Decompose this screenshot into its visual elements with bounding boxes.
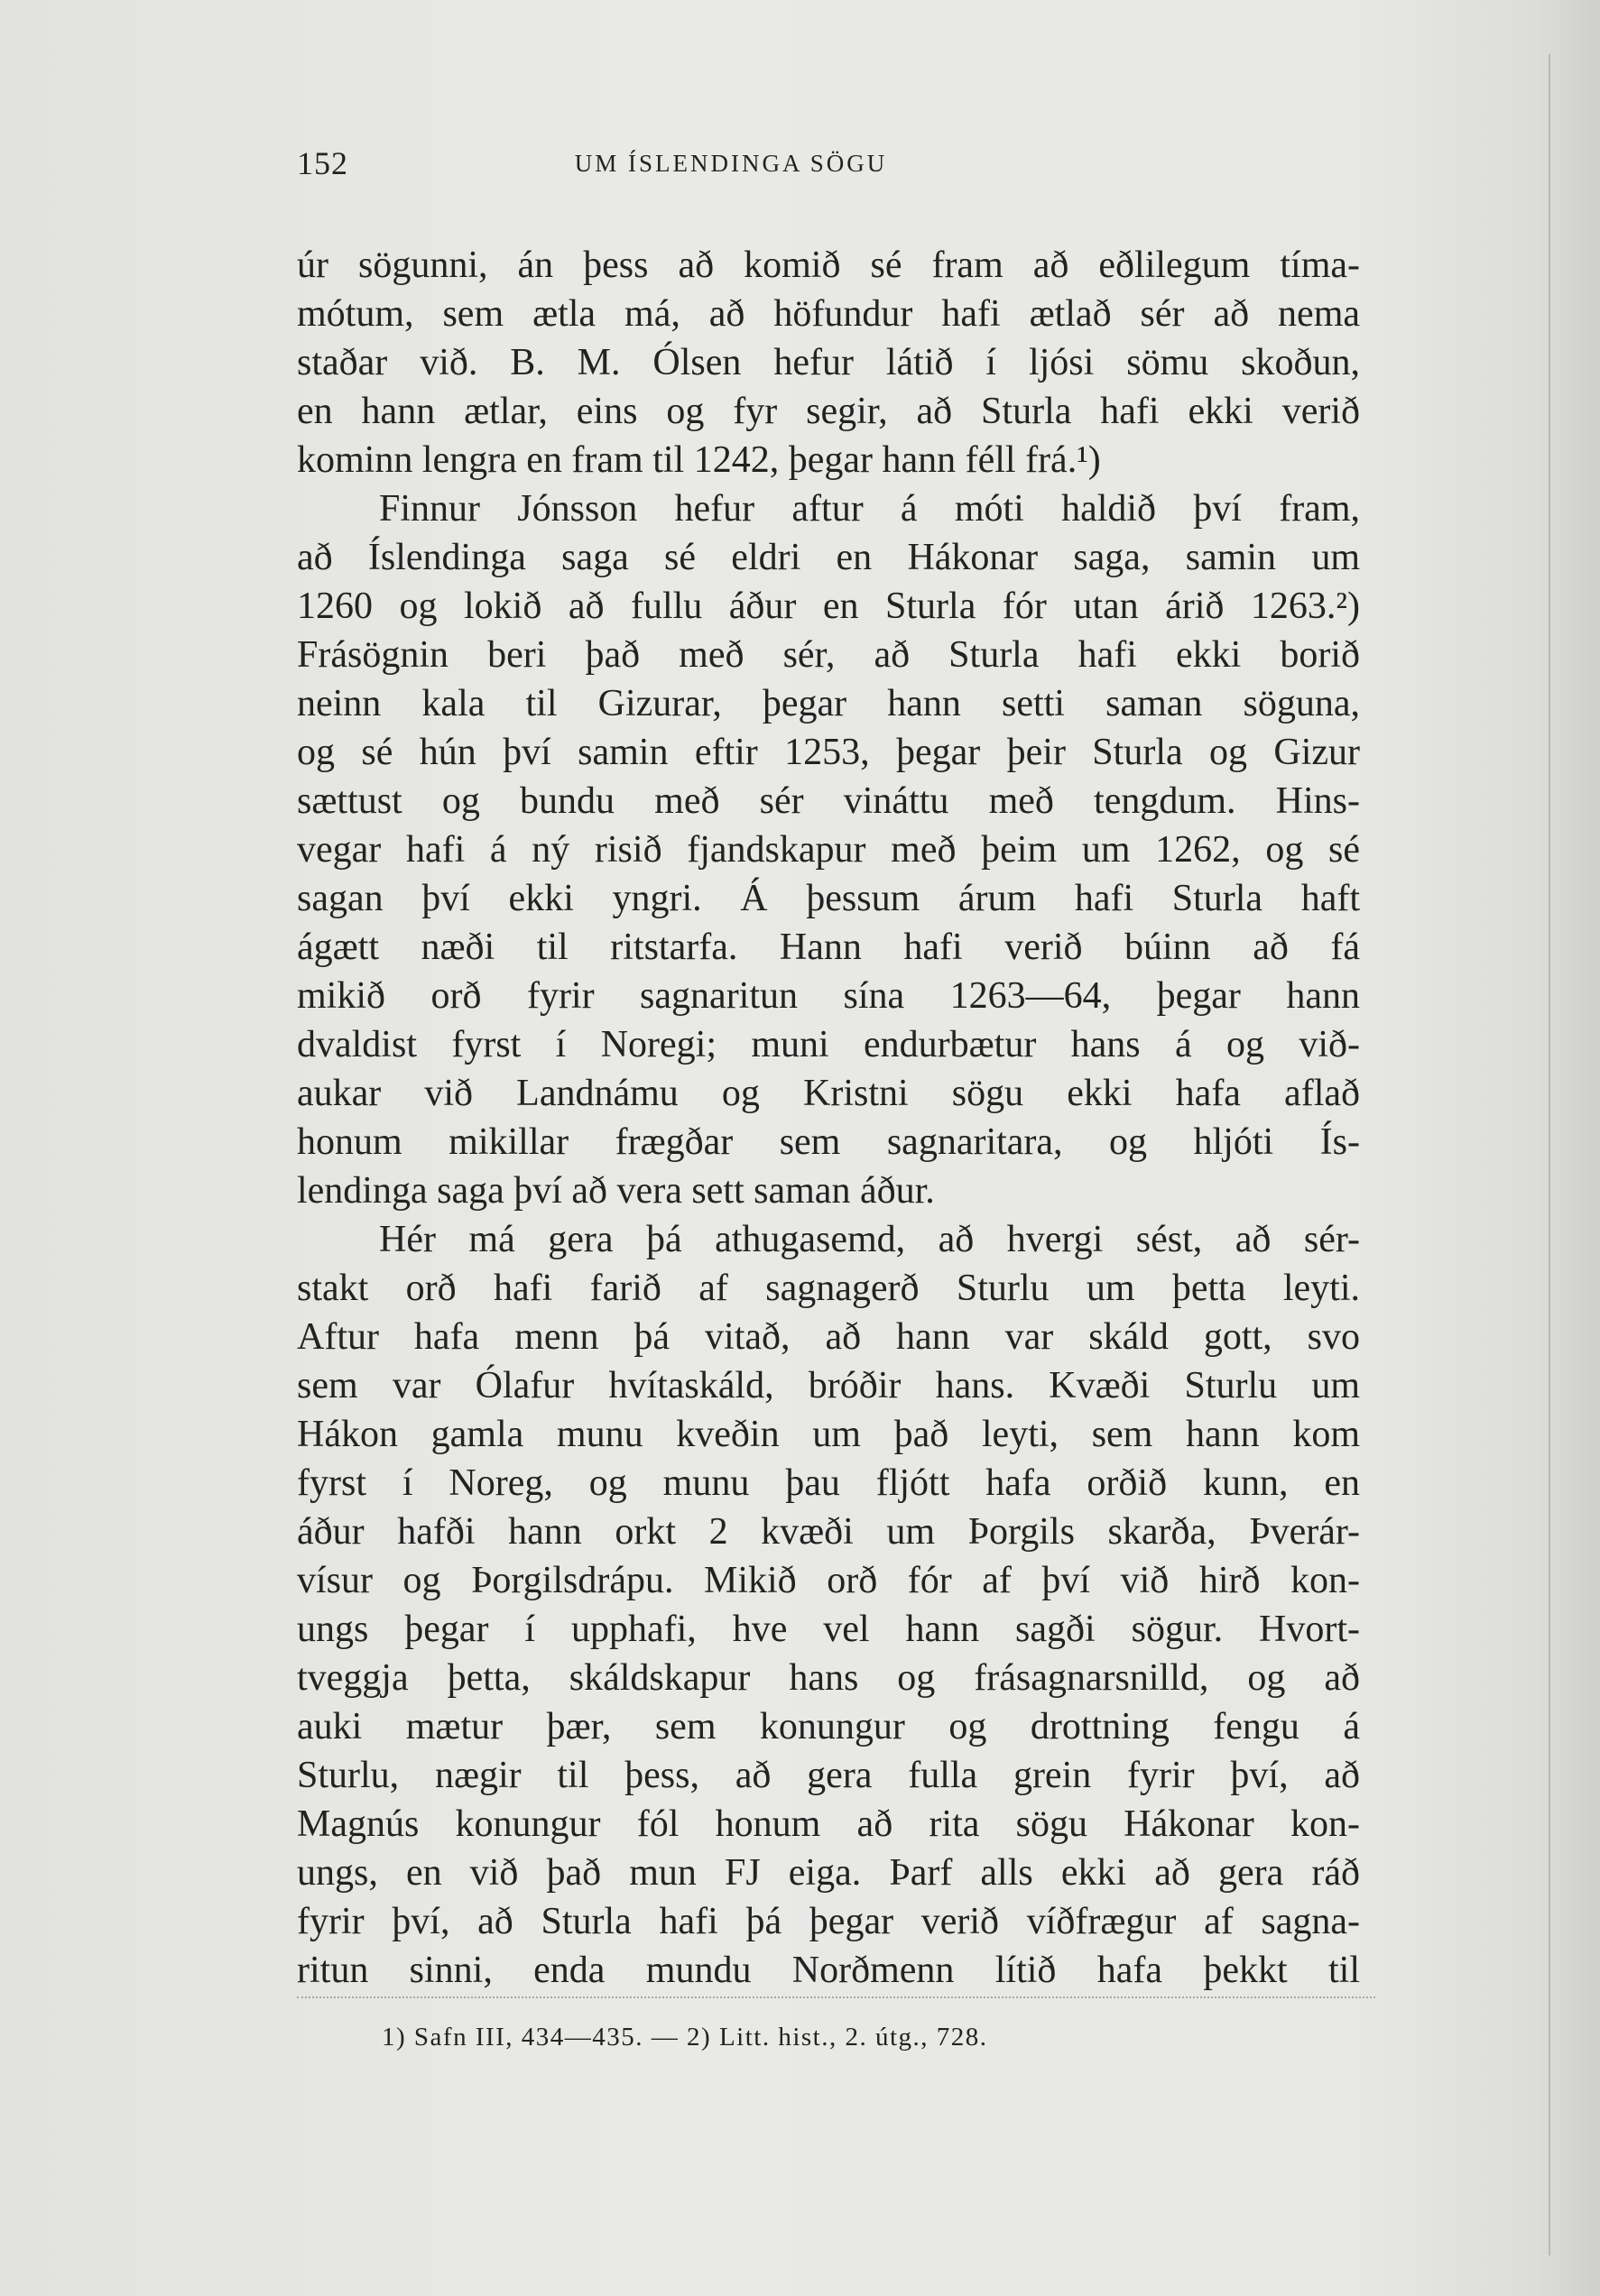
text-line: vegar hafi á ný risið fjandskapur með þeim um 1262, og sé (297, 829, 1360, 871)
text-line: lendinga saga því að vera sett saman áður. (297, 1170, 935, 1212)
text-line: sættust og bundu með sér vináttu með tengdum. Hins- (297, 780, 1360, 822)
text-line: aukar við Landnámu og Kristni sögu ekki hafa aflað (297, 1073, 1360, 1114)
text-line: dvaldist fyrst í Noregi; muni endurbætur hans á og við- (297, 1024, 1360, 1065)
text-line: fyrir því, að Sturla hafi þá þegar verið víðfrægur af sagna- (297, 1901, 1360, 1942)
text-line: vísur og Þorgilsdrápu. Mikið orð fór af því við hirð kon- (297, 1560, 1360, 1601)
text-line: og sé hún því samin eftir 1253, þegar þeir Sturla og Gizur (297, 732, 1360, 773)
text-line: mótum, sem ætla má, að höfundur hafi ætlað sér að nema (297, 293, 1360, 335)
page-edge-shadow (1549, 54, 1550, 2255)
text-line: Hákon gamla munu kveðin um það leyti, sem hann kom (297, 1414, 1360, 1455)
text-line: ungs, en við það mun FJ eiga. Þarf alls ekki að gera ráð (297, 1852, 1360, 1894)
text-line: úr sögunni, án þess að komið sé fram að eðlilegum tíma- (297, 244, 1360, 286)
text-line: fyrst í Noreg, og munu þau fljótt hafa orðið kunn, en (297, 1462, 1360, 1504)
text-line: áður hafði hann orkt 2 kvæði um Þorgils skarða, Þverár- (297, 1511, 1360, 1553)
text-line: Magnús konungur fól honum að rita sögu Hákonar kon- (297, 1803, 1360, 1845)
footnote: 1) Safn III, 434—435. — 2) Litt. hist., 2. útg., 728. (382, 2023, 988, 2052)
text-line: 1260 og lokið að fullu áður en Sturla fór utan árið 1263.²) (297, 586, 1360, 627)
page-number: 152 (297, 145, 348, 181)
text-line: mikið orð fyrir sagnaritun sína 1263—64, þegar hann (297, 975, 1360, 1017)
text-line: að Íslendinga saga sé eldri en Hákonar saga, samin um (297, 537, 1360, 578)
text-line: tveggja þetta, skáldskapur hans og frásagnarsnilld, og að (297, 1657, 1360, 1699)
running-head: UM ÍSLENDINGA SÖGU (574, 150, 888, 177)
text-line: Frásögnin beri það með sér, að Sturla hafi ekki borið (297, 634, 1360, 676)
text-line: Hér má gera þá athugasemd, að hvergi sést, að sér- (379, 1219, 1360, 1260)
text-line: staðar við. B. M. Ólsen hefur látið í ljósi sömu skoðun, (297, 342, 1360, 383)
text-line: Finnur Jónsson hefur aftur á móti haldið því fram, (379, 488, 1360, 530)
text-line: ritun sinni, enda mundu Norðmenn lítið hafa þekkt til (297, 1950, 1360, 1991)
text-line: sagan því ekki yngri. Á þessum árum hafi Sturla haft (297, 878, 1360, 919)
text-line: honum mikillar frægðar sem sagnaritara, og hljóti Ís- (297, 1121, 1360, 1163)
text-line: ágætt næði til ritstarfa. Hann hafi verið búinn að fá (297, 927, 1360, 968)
text-line: Aftur hafa menn þá vitað, að hann var skáld gott, svo (297, 1316, 1360, 1358)
text-line: stakt orð hafi farið af sagnagerð Sturlu um þetta leyti. (297, 1268, 1360, 1309)
text-line: Sturlu, nægir til þess, að gera fulla grein fyrir því, að (297, 1755, 1360, 1796)
text-line: en hann ætlar, eins og fyr segir, að Sturla hafi ekki verið (297, 391, 1360, 432)
text-line: neinn kala til Gizurar, þegar hann setti saman söguna, (297, 683, 1360, 724)
footnote-divider (297, 1996, 1375, 1998)
text-line: kominn lengra en fram til 1242, þegar hann féll frá.¹) (297, 439, 1101, 481)
text-line: auki mætur þær, sem konungur og drottning fengu á (297, 1706, 1360, 1747)
text-line: sem var Ólafur hvítaskáld, bróðir hans. Kvæði Sturlu um (297, 1365, 1360, 1406)
text-line: ungs þegar í upphafi, hve vel hann sagði sögur. Hvort- (297, 1609, 1360, 1650)
